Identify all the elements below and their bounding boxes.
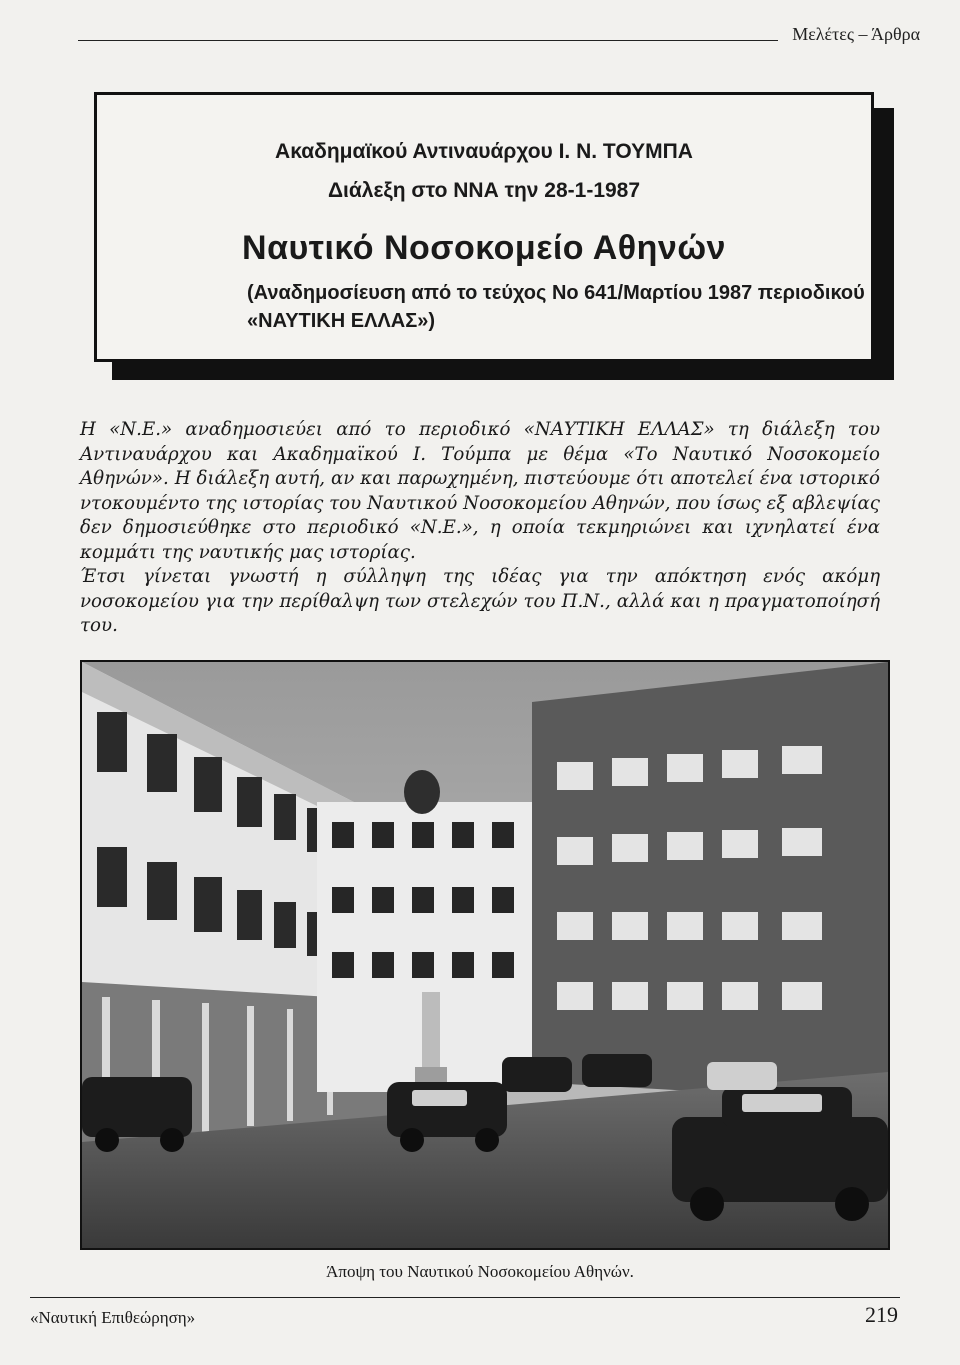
title-box (94, 92, 874, 362)
lecture-line: Διάλεξη στο ΝΝΑ την 28-1-1987 (327, 179, 641, 202)
hospital-photo-illustration (82, 662, 888, 1248)
intro-paragraph: Η «Ν.Ε.» αναδημοσιεύει από το περιοδικό «ΝΑΥΤΙΚΗ ΕΛΛΑΣ» τη διάλεξη του Αντιναυάρχου και Ακαδημαϊκού Ι. Τούμπα με θέμα «Το Ναυτικό Νοσοκομείο Αθηνών». Η διάλεξη αυτή, αν και παρωχημένη, πιστεύουμε ότι αποτελεί ένα ιστορικό ντοκουμέντο της ιστορίας του Ναυτικού Νοσοκομείου Αθηνών, που ίσως εξ αβλεψίας δεν δημοσιεύθηκε στο περιοδικό «Ν.Ε.», η οποία τεκμηριώνει και ιχνηλατεί ένα κομμάτι της ναυτικής μας ιστορίας. (80, 419, 880, 563)
article-title: Ναυτικό Νοσοκομείο Αθηνών (242, 229, 726, 267)
photo-caption: Άποψη του Ναυτικού Νοσοκομείου Αθηνών. (326, 1262, 634, 1281)
journal-name: «Ναυτική Επιθεώρηση» (30, 1308, 196, 1327)
page-number: 219 (865, 1302, 898, 1327)
footer-rule (30, 1297, 900, 1298)
author-line: Ακαδημαϊκού Αντιναυάρχου Ι. Ν. ΤΟΥΜΠΑ (275, 140, 693, 163)
intro-text (80, 418, 880, 639)
intro-paragraph: Έτσι γίνεται γνωστή η σύλληψη της ιδέας για την απόκτηση ενός ακόμη νοσοκομείου για την περίθαλψη των στελεχών του Π.Ν., αλλά και η πραγματοποίησή του. (80, 566, 880, 636)
section-label: Μελέτες – Άρθρα (792, 24, 920, 44)
hospital-photo (80, 660, 890, 1250)
republication-note-line1: (Αναδημοσίευση από το τεύχος Νο 641/Μαρτίου 1987 περιοδικού (247, 282, 865, 304)
header-rule (78, 40, 778, 41)
republication-note-line2: «ΝΑΥΤΙΚΗ ΕΛΛΑΣ») (247, 310, 435, 332)
